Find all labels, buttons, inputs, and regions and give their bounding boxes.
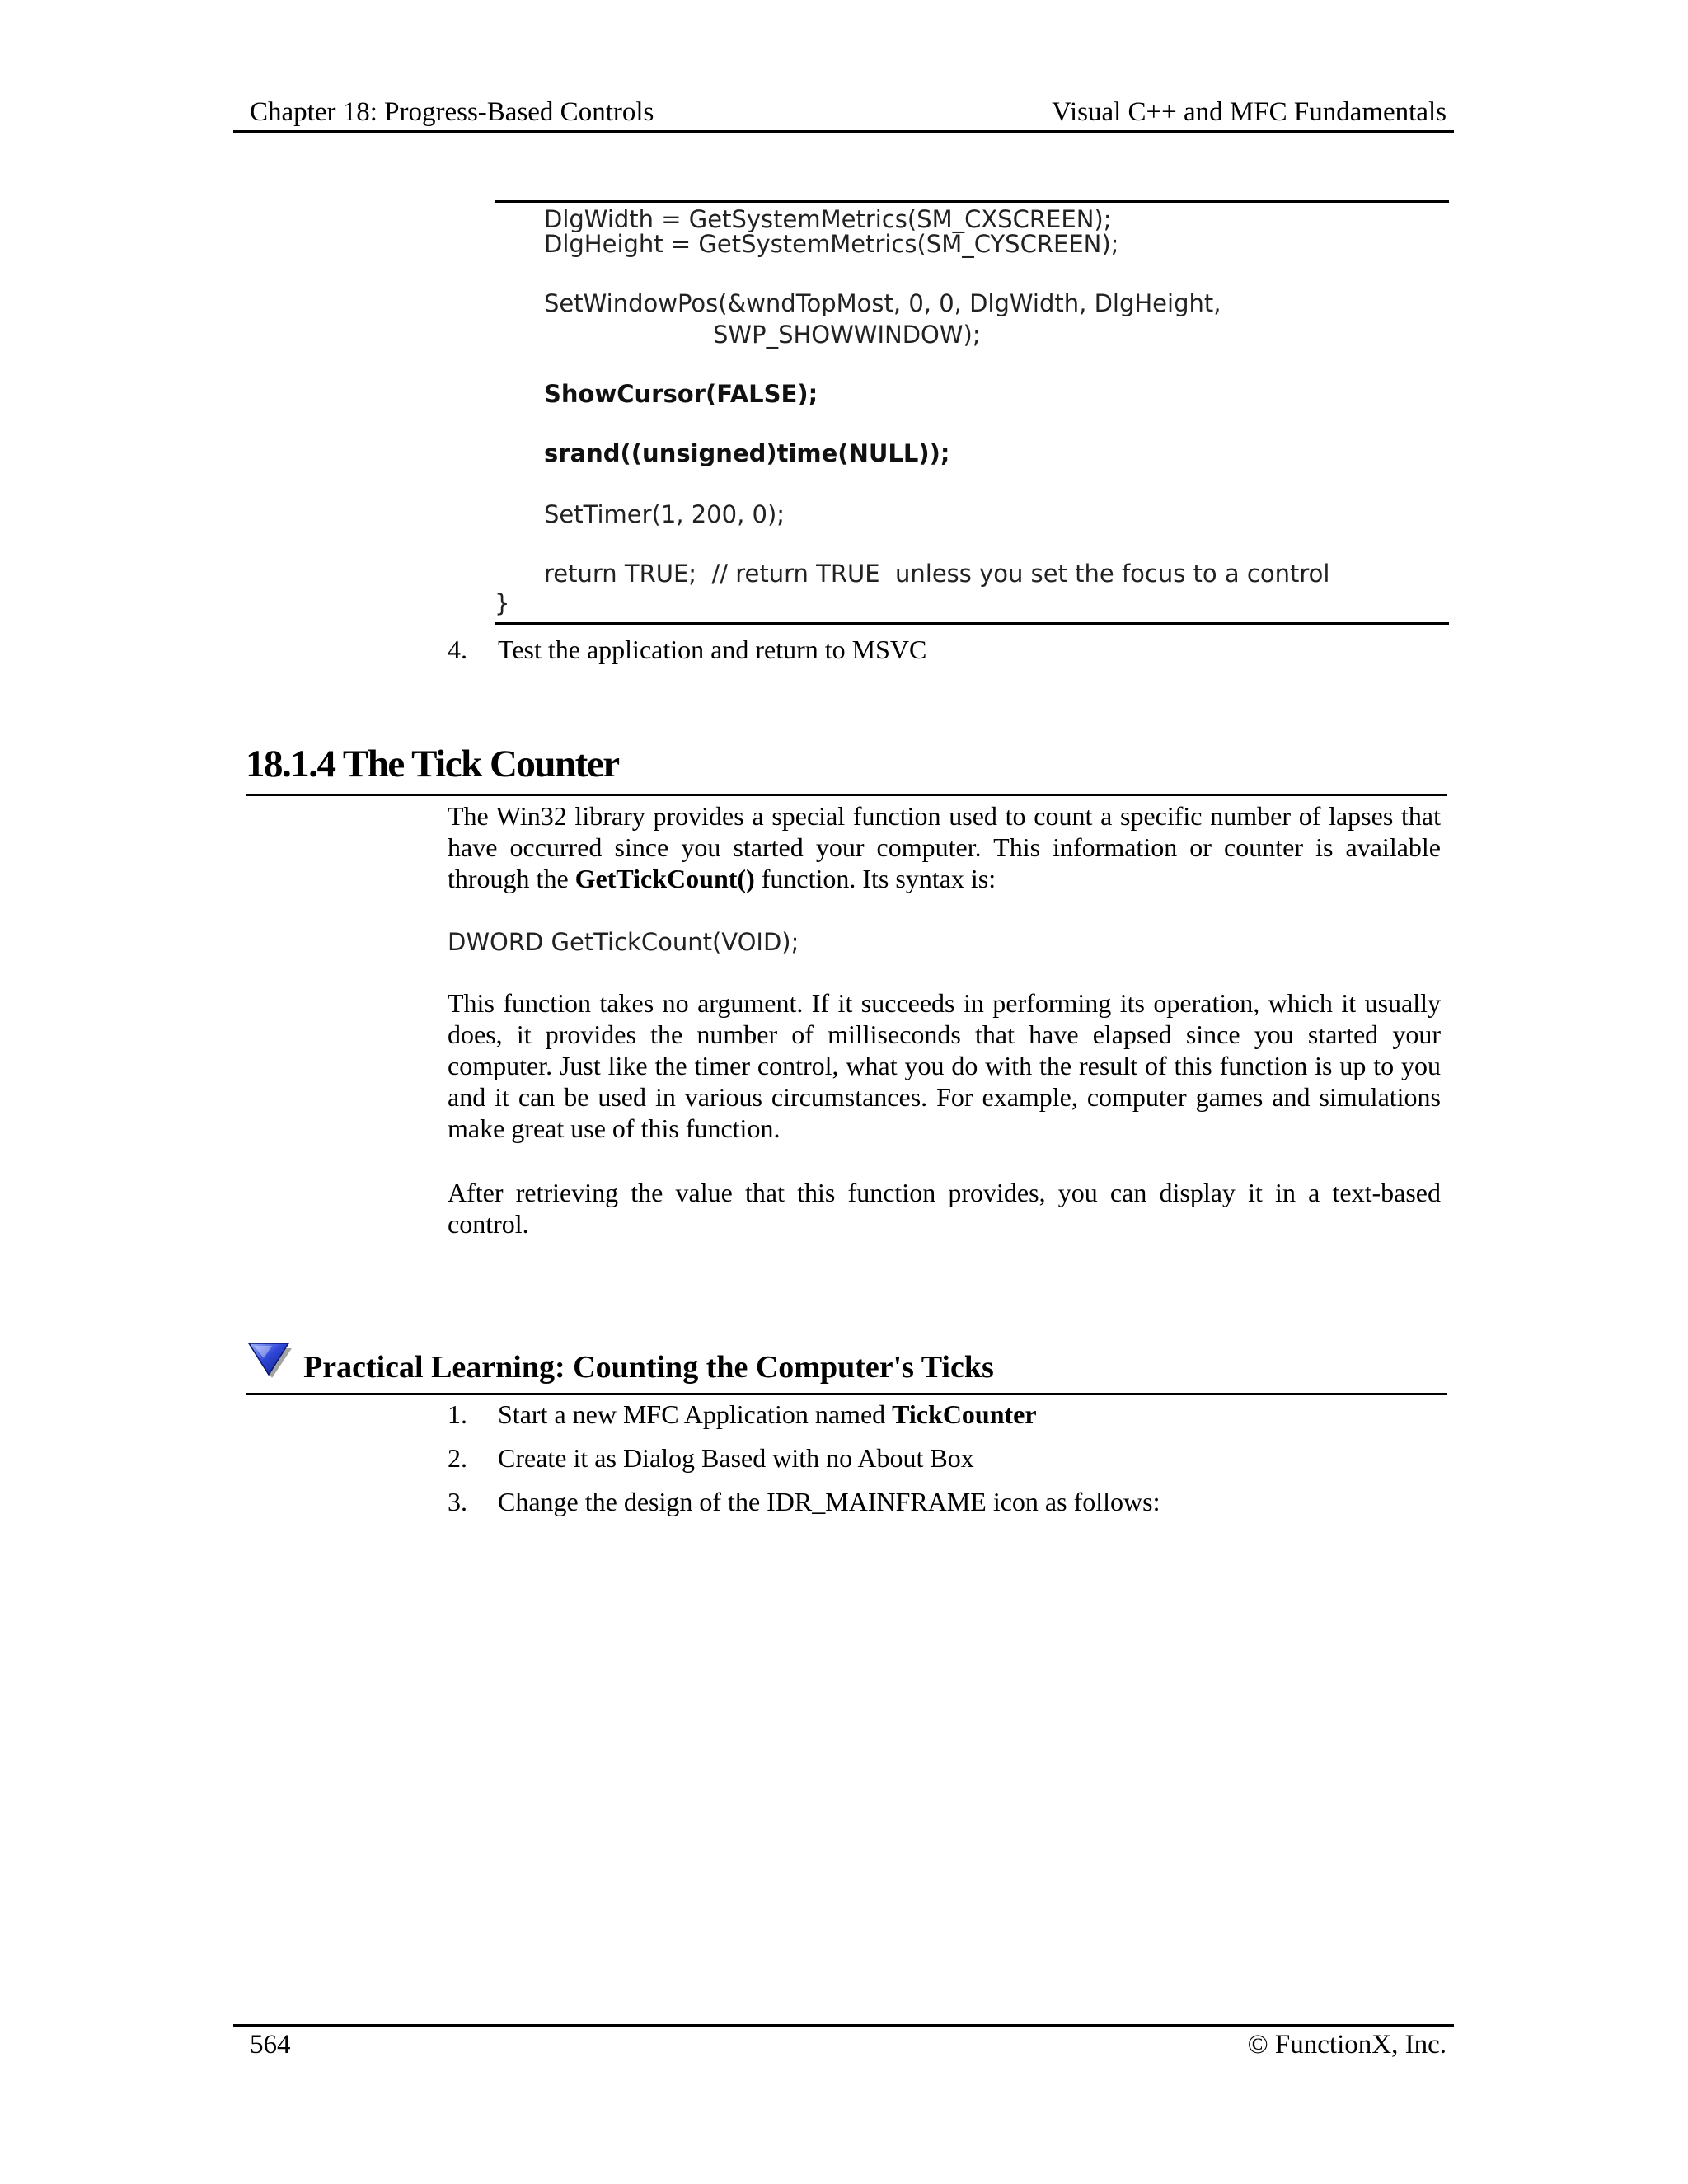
code-line: DlgWidth = GetSystemMetrics(SM_CXSCREEN); <box>544 205 1112 233</box>
paragraph-text: The Win32 library provides a special function used to count a specific number of lapses that have occurred since you started your computer. This information or counter is available through the <box>448 801 1441 893</box>
footer-rule <box>233 2024 1454 2027</box>
copyright: © FunctionX, Inc. <box>1247 2030 1447 2060</box>
code-line: return TRUE; // return TRUE unless you set the focus to a control <box>544 560 1330 588</box>
section-heading: 18.1.4 The Tick Counter <box>246 743 619 785</box>
practical-learning-heading: Practical Learning: Counting the Computer's Ticks <box>303 1350 994 1385</box>
header-rule <box>233 130 1454 133</box>
list-item-number: 3. <box>448 1487 467 1516</box>
function-name: GetTickCount() <box>574 864 755 893</box>
practical-learning-rule <box>246 1393 1447 1395</box>
syntax-code: DWORD GetTickCount(VOID); <box>448 928 799 956</box>
list-item-text: Create it as Dialog Based with no About Box <box>498 1443 974 1473</box>
blue-triangle-icon <box>247 1340 293 1381</box>
paragraph: This function takes no argument. If it succeeds in performing its operation, which it usually does, it provides the number of milliseconds that have elapsed since you started your computer. Just like the timer control, what you do with the result of this function is up to you and it can be used in various circumstances. For example, computer games and simulations make great use of this function. <box>448 988 1441 1143</box>
list-item <box>0 1399 1688 1432</box>
code-block-bottom-rule <box>495 622 1449 625</box>
code-line: SWP_SHOWWINDOW); <box>713 321 981 349</box>
project-name: TickCounter <box>892 1399 1037 1429</box>
paragraph: After retrieving the value that this function provides, you can display it in a text-based control. <box>448 1178 1441 1239</box>
running-header-chapter: Chapter 18: Progress-Based Controls <box>250 97 654 127</box>
section-heading-rule <box>246 794 1447 796</box>
list-item-number: 1. <box>448 1399 467 1429</box>
list-item <box>0 1443 1688 1476</box>
code-line-bold: srand((unsigned)time(NULL)); <box>544 439 950 467</box>
list-item-text <box>498 1399 1037 1430</box>
list-item-text-plain: Start a new MFC Application named <box>498 1399 893 1429</box>
page-number: 564 <box>250 2030 291 2060</box>
list-item-number: 2. <box>448 1443 467 1473</box>
code-line: DlgHeight = GetSystemMetrics(SM_CYSCREEN); <box>544 230 1119 258</box>
code-line: SetWindowPos(&wndTopMost, 0, 0, DlgWidth, DlgHeight, <box>544 289 1221 317</box>
code-line: SetTimer(1, 200, 0); <box>544 500 785 528</box>
code-line: } <box>495 589 510 617</box>
paragraph <box>448 800 1441 894</box>
list-item-text: Test the application and return to MSVC <box>498 635 927 664</box>
list-item-text: Change the design of the IDR_MAINFRAME icon as follows: <box>498 1487 1160 1516</box>
code-line-bold: ShowCursor(FALSE); <box>544 380 818 408</box>
list-item-number: 4. <box>448 635 467 664</box>
list-item <box>0 1487 1688 1520</box>
running-header-book: Visual C++ and MFC Fundamentals <box>1052 97 1447 127</box>
code-block-top-rule <box>495 200 1449 203</box>
paragraph-text: function. Its syntax is: <box>754 864 996 893</box>
list-item <box>0 635 1688 668</box>
